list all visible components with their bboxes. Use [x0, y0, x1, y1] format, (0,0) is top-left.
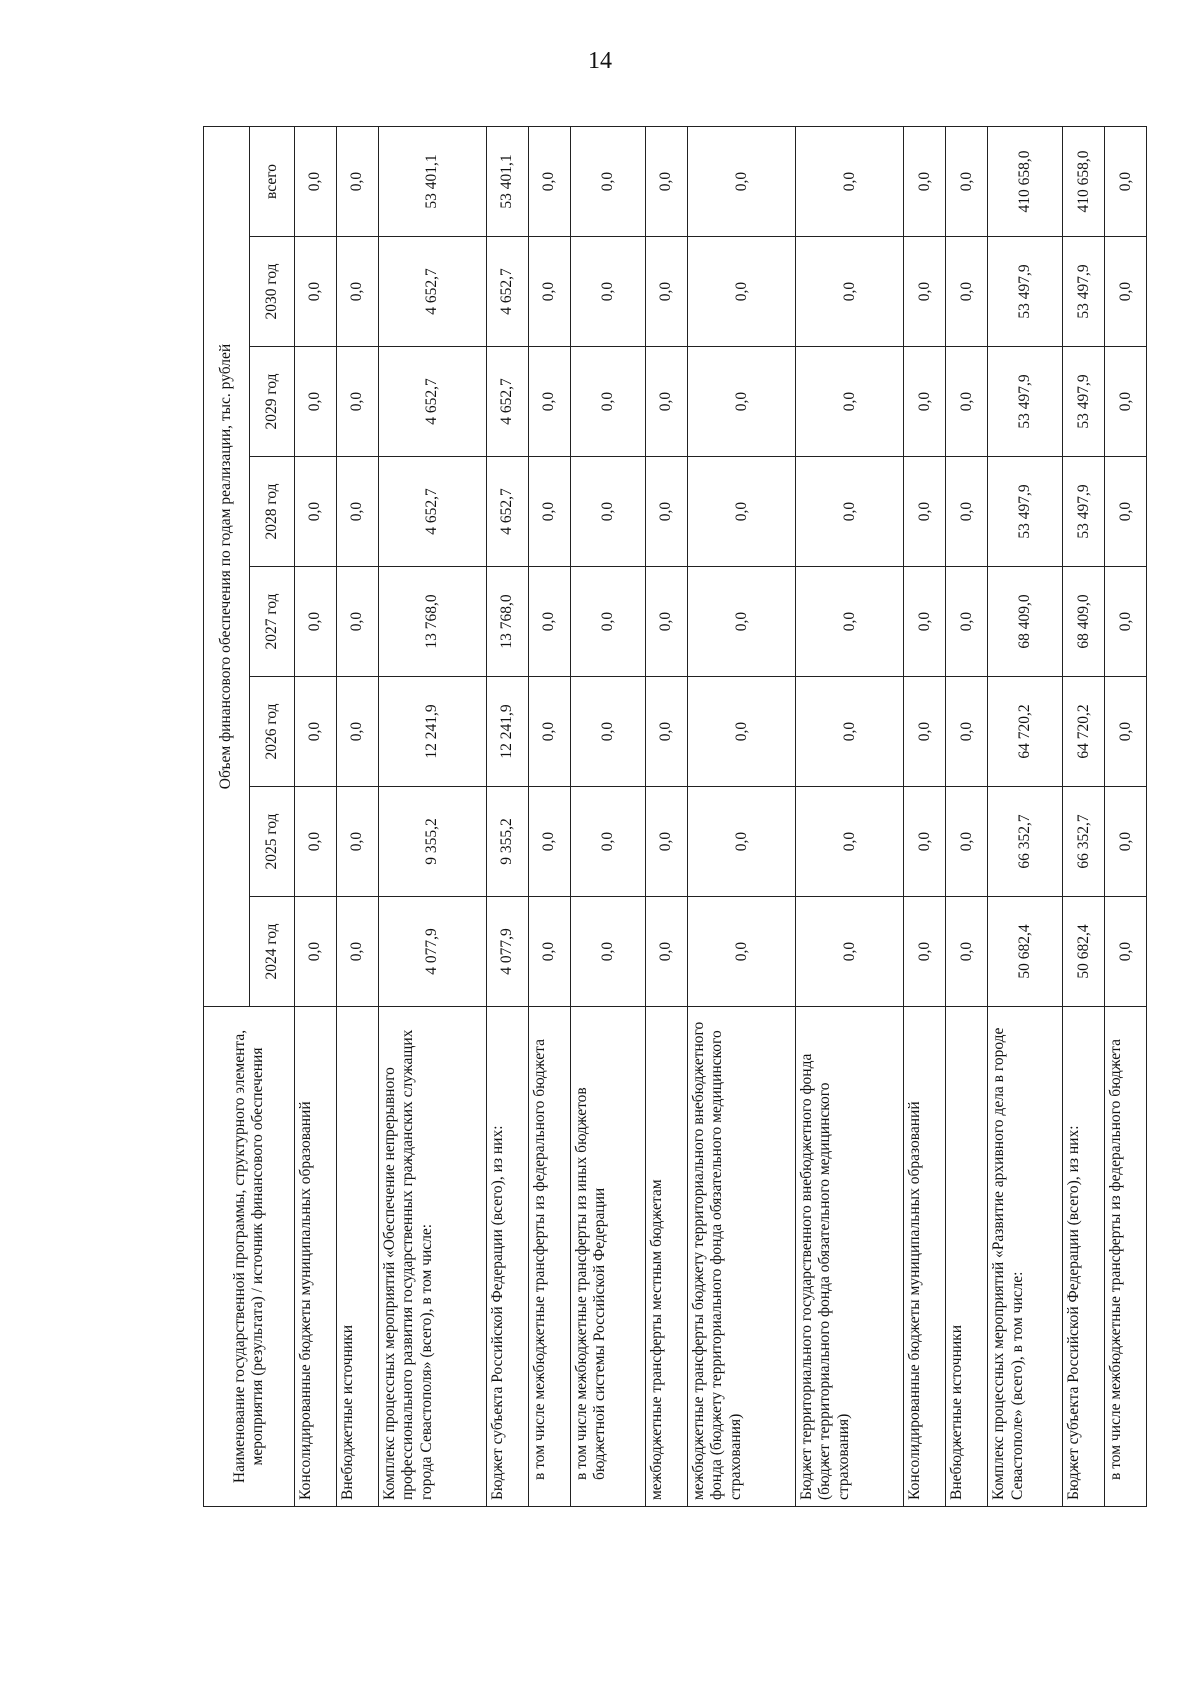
- row-value-cell: 0,0: [337, 567, 379, 677]
- table-row: [529, 127, 571, 1507]
- row-value-cell: 0,0: [904, 677, 946, 787]
- row-value-cell: 0,0: [295, 347, 337, 457]
- row-value-cell: 0,0: [688, 567, 796, 677]
- row-total-cell: 0,0: [1105, 127, 1147, 237]
- page-number: 14: [588, 48, 612, 74]
- row-value-cell: 0,0: [529, 347, 571, 457]
- row-value-cell: 0,0: [688, 897, 796, 1007]
- row-value-cell: 0,0: [571, 897, 646, 1007]
- row-value-cell: 0,0: [571, 787, 646, 897]
- row-value-cell: 0,0: [295, 677, 337, 787]
- table-row: [1063, 127, 1105, 1507]
- row-value-cell: 4 077,9: [487, 897, 529, 1007]
- row-value-cell: 4 652,7: [487, 347, 529, 457]
- row-name-cell: Внебюджетные источники: [946, 1007, 988, 1507]
- row-value-cell: 0,0: [688, 457, 796, 567]
- row-value-cell: 68 409,0: [1063, 567, 1105, 677]
- row-name-cell: в том числе межбюджетные трансферты из федерального бюджета: [1105, 1007, 1147, 1507]
- row-name-cell: Внебюджетные источники: [337, 1007, 379, 1507]
- row-total-cell: 0,0: [529, 127, 571, 237]
- row-value-cell: 0,0: [796, 457, 904, 567]
- row-value-cell: 13 768,0: [487, 567, 529, 677]
- table-row: [796, 127, 904, 1507]
- row-value-cell: 0,0: [1105, 787, 1147, 897]
- row-value-cell: 9 355,2: [487, 787, 529, 897]
- header-year: 2030 год: [249, 237, 295, 347]
- row-value-cell: 0,0: [904, 347, 946, 457]
- row-value-cell: 0,0: [946, 677, 988, 787]
- row-value-cell: 0,0: [295, 457, 337, 567]
- row-value-cell: 0,0: [904, 237, 946, 347]
- row-value-cell: 0,0: [529, 237, 571, 347]
- row-value-cell: 0,0: [688, 237, 796, 347]
- row-value-cell: 0,0: [337, 897, 379, 1007]
- row-value-cell: 0,0: [796, 347, 904, 457]
- row-value-cell: 0,0: [1105, 897, 1147, 1007]
- row-name-cell: Комплекс процессных мероприятий «Обеспечение непрерывного профессионального развития государственных гражданских служащих города Севастополя» (всего), в том числе:: [379, 1007, 487, 1507]
- row-value-cell: 0,0: [1105, 457, 1147, 567]
- row-value-cell: 0,0: [646, 457, 688, 567]
- table-row: [487, 127, 529, 1507]
- row-value-cell: 0,0: [946, 897, 988, 1007]
- row-total-cell: 0,0: [946, 127, 988, 237]
- row-value-cell: 0,0: [529, 457, 571, 567]
- table-row: [988, 127, 1063, 1507]
- row-value-cell: 0,0: [529, 567, 571, 677]
- row-name-cell: Консолидированные бюджеты муниципальных образований: [295, 1007, 337, 1507]
- header-year: 2024 год: [249, 897, 295, 1007]
- row-value-cell: 4 652,7: [487, 457, 529, 567]
- row-total-cell: 410 658,0: [988, 127, 1063, 237]
- row-value-cell: 0,0: [796, 677, 904, 787]
- row-value-cell: 0,0: [295, 567, 337, 677]
- row-total-cell: 0,0: [796, 127, 904, 237]
- table-row: [904, 127, 946, 1507]
- row-value-cell: 0,0: [646, 677, 688, 787]
- table-row: [571, 127, 646, 1507]
- financing-table: [203, 126, 1147, 1507]
- row-name-cell: Консолидированные бюджеты муниципальных образований: [904, 1007, 946, 1507]
- row-total-cell: 53 401,1: [379, 127, 487, 237]
- row-value-cell: 64 720,2: [1063, 677, 1105, 787]
- row-value-cell: 0,0: [529, 897, 571, 1007]
- row-value-cell: 0,0: [646, 567, 688, 677]
- row-value-cell: 0,0: [529, 787, 571, 897]
- row-value-cell: 68 409,0: [988, 567, 1063, 677]
- row-value-cell: 0,0: [295, 787, 337, 897]
- row-value-cell: 0,0: [337, 457, 379, 567]
- row-value-cell: 0,0: [295, 237, 337, 347]
- row-value-cell: 4 077,9: [379, 897, 487, 1007]
- row-value-cell: 0,0: [571, 567, 646, 677]
- row-value-cell: 0,0: [796, 787, 904, 897]
- row-name-cell: Бюджет субъекта Российской Федерации (всего), из них:: [487, 1007, 529, 1507]
- row-total-cell: 0,0: [688, 127, 796, 237]
- row-value-cell: 50 682,4: [1063, 897, 1105, 1007]
- row-value-cell: 0,0: [295, 897, 337, 1007]
- row-value-cell: 4 652,7: [487, 237, 529, 347]
- row-value-cell: 4 652,7: [379, 457, 487, 567]
- row-value-cell: 0,0: [646, 237, 688, 347]
- row-value-cell: 66 352,7: [1063, 787, 1105, 897]
- row-value-cell: 0,0: [571, 347, 646, 457]
- header-year: 2027 год: [249, 567, 295, 677]
- row-value-cell: 0,0: [688, 347, 796, 457]
- row-value-cell: 53 497,9: [1063, 237, 1105, 347]
- table-body: [295, 127, 1147, 1507]
- row-total-cell: 0,0: [571, 127, 646, 237]
- row-value-cell: 0,0: [529, 677, 571, 787]
- header-total: всего: [249, 127, 295, 237]
- row-name-cell: межбюджетные трансферты бюджету территориального внебюджетного фонда (бюджету территориального фонда обязательного медицинского страхования): [688, 1007, 796, 1507]
- row-value-cell: 0,0: [796, 897, 904, 1007]
- row-value-cell: 0,0: [796, 567, 904, 677]
- table-row: [688, 127, 796, 1507]
- header-year: 2029 год: [249, 347, 295, 457]
- row-value-cell: 0,0: [946, 237, 988, 347]
- table-row: [1105, 127, 1147, 1507]
- table-row: [337, 127, 379, 1507]
- row-value-cell: 53 497,9: [988, 347, 1063, 457]
- row-value-cell: 53 497,9: [1063, 347, 1105, 457]
- row-name-cell: Комплекс процессных мероприятий «Развитие архивного дела в городе Севастополе» (всего), в том числе:: [988, 1007, 1063, 1507]
- table-row: [646, 127, 688, 1507]
- row-total-cell: 53 401,1: [487, 127, 529, 237]
- row-value-cell: 0,0: [946, 567, 988, 677]
- row-value-cell: 12 241,9: [487, 677, 529, 787]
- header-volume-caption: Объем финансового обеспечения по годам реализации, тыс. рублей: [204, 127, 250, 1007]
- row-value-cell: 4 652,7: [379, 237, 487, 347]
- row-value-cell: 0,0: [646, 787, 688, 897]
- header-year: 2026 год: [249, 677, 295, 787]
- row-value-cell: 0,0: [688, 787, 796, 897]
- row-total-cell: 0,0: [904, 127, 946, 237]
- row-value-cell: 0,0: [796, 237, 904, 347]
- header-name-column: Наименование государственной программы, структурного элемента, мероприятия (результата) / источник финансового обеспечения: [204, 1007, 295, 1507]
- row-value-cell: 0,0: [946, 787, 988, 897]
- row-name-cell: в том числе межбюджетные трансферты из федерального бюджета: [529, 1007, 571, 1507]
- header-year: 2025 год: [249, 787, 295, 897]
- row-name-cell: Бюджет субъекта Российской Федерации (всего), из них:: [1063, 1007, 1105, 1507]
- row-total-cell: 0,0: [646, 127, 688, 237]
- row-name-cell: в том числе межбюджетные трансферты из иных бюджетов бюджетной системы Российской Федерации: [571, 1007, 646, 1507]
- row-value-cell: 0,0: [1105, 237, 1147, 347]
- row-total-cell: 0,0: [295, 127, 337, 237]
- row-value-cell: 0,0: [337, 347, 379, 457]
- row-value-cell: 4 652,7: [379, 347, 487, 457]
- row-value-cell: 0,0: [904, 787, 946, 897]
- row-value-cell: 12 241,9: [379, 677, 487, 787]
- row-value-cell: 0,0: [1105, 347, 1147, 457]
- row-value-cell: 66 352,7: [988, 787, 1063, 897]
- row-value-cell: 13 768,0: [379, 567, 487, 677]
- row-name-cell: Бюджет территориального государственного внебюджетного фонда (бюджет территориального фонда обязательного медицинского страхования): [796, 1007, 904, 1507]
- row-value-cell: 0,0: [337, 787, 379, 897]
- row-name-cell: межбюджетные трансферты местным бюджетам: [646, 1007, 688, 1507]
- row-total-cell: 410 658,0: [1063, 127, 1105, 237]
- row-value-cell: 0,0: [1105, 677, 1147, 787]
- row-value-cell: 53 497,9: [1063, 457, 1105, 567]
- row-value-cell: 64 720,2: [988, 677, 1063, 787]
- row-value-cell: 0,0: [946, 347, 988, 457]
- row-value-cell: 53 497,9: [988, 237, 1063, 347]
- row-value-cell: 53 497,9: [988, 457, 1063, 567]
- table-row: [379, 127, 487, 1507]
- row-value-cell: 0,0: [946, 457, 988, 567]
- row-value-cell: 9 355,2: [379, 787, 487, 897]
- financing-table-container: [203, 127, 1134, 1507]
- header-year: 2028 год: [249, 457, 295, 567]
- row-value-cell: 0,0: [571, 457, 646, 567]
- row-total-cell: 0,0: [337, 127, 379, 237]
- row-value-cell: 0,0: [337, 677, 379, 787]
- row-value-cell: 0,0: [571, 677, 646, 787]
- row-value-cell: 50 682,4: [988, 897, 1063, 1007]
- row-value-cell: 0,0: [1105, 567, 1147, 677]
- row-value-cell: 0,0: [904, 457, 946, 567]
- row-value-cell: 0,0: [688, 677, 796, 787]
- row-value-cell: 0,0: [337, 237, 379, 347]
- row-value-cell: 0,0: [571, 237, 646, 347]
- table-row: [946, 127, 988, 1507]
- header-row-1: [204, 127, 250, 1507]
- row-value-cell: 0,0: [646, 347, 688, 457]
- row-value-cell: 0,0: [904, 567, 946, 677]
- table-row: [295, 127, 337, 1507]
- row-value-cell: 0,0: [904, 897, 946, 1007]
- row-value-cell: 0,0: [646, 897, 688, 1007]
